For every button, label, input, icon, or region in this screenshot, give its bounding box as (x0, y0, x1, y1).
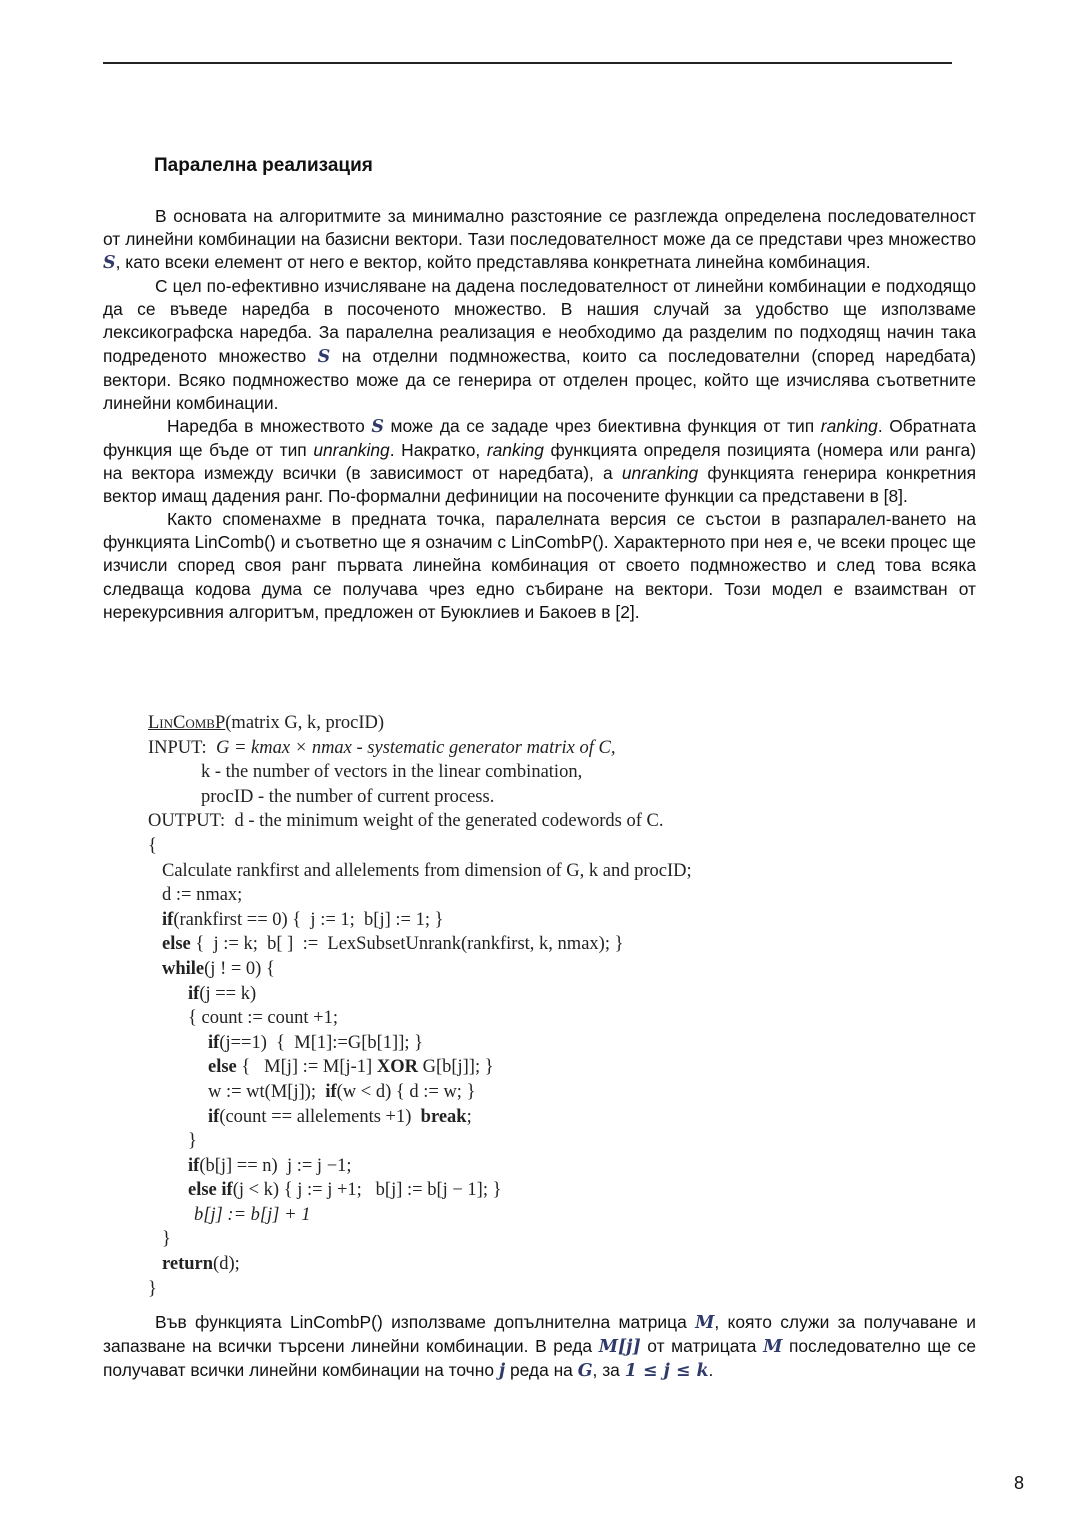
text: от матрицата (640, 1336, 764, 1357)
keyword: break (420, 1106, 467, 1127)
keyword: if (325, 1081, 337, 1102)
keyword: XOR (376, 1057, 418, 1078)
algo-input-2: k - the number of vectors in the linear combination, (201, 762, 583, 783)
code: (count == allelements +1) (219, 1106, 421, 1127)
paragraph-5 (103, 1311, 976, 1383)
text: последователно ще се получават всички линейни комбинации на точно (103, 1336, 976, 1381)
text: , която служи за получаване и запазване на всички търсени линейни комбинации. В реда (103, 1312, 976, 1357)
text: реда на (505, 1360, 578, 1381)
output-text: d - the minimum weight of the generated codewords of C. (234, 811, 664, 832)
text: . Обратната функция ще бъде от тип (103, 415, 976, 460)
keyword: if (188, 1155, 200, 1176)
paragraph-2 (103, 275, 976, 415)
algo-line (148, 1055, 848, 1080)
math-set-s: S (103, 253, 116, 274)
term-unranking: unranking (313, 439, 390, 460)
algo-name: LinCombP (148, 713, 226, 733)
input-line: G = kmax × nmax - systematic generator matrix of C, (215, 737, 616, 758)
keyword: while (162, 958, 205, 979)
math-set-s: S (371, 416, 384, 437)
keyword: if (221, 1180, 233, 1201)
code: (b[j] == n) j := j −1; (199, 1155, 352, 1176)
math-m: M (763, 1337, 783, 1358)
algo-line (148, 1105, 848, 1130)
keyword: if (188, 983, 200, 1004)
text: на отделни подмножества, които са последователни (според наредбата) вектори. Всяко подмножество може да се генерира от отделен процес, който ще изчислява съответните линейни комбинации. (103, 345, 976, 413)
input-label: INPUT: (148, 737, 207, 758)
section-heading: Паралелна реализация (154, 155, 373, 176)
text: В основата на алгоритмите за минимално разстояние се разглежда определена последователност от линейни комбинации на базисни вектори. Тази последователност може да се представи чрез множество (103, 206, 976, 250)
text: , като всеки елемент от него е вектор, който представлява конкретната линейна комбинация. (115, 252, 871, 273)
code: { M[j] := M[j-1] (236, 1057, 377, 1078)
code: (j == k) (199, 983, 257, 1004)
text: Във функцията LinCombP() използваме допълнителна матрица (155, 1312, 696, 1332)
algo-line (148, 982, 848, 1007)
algo-input-3: procID - the number of current process. (201, 786, 495, 807)
text: функцията генерира конкретния вектор имащ дадения ранг. По-формални дефиниции на посочените функции са представени в [8]. (103, 463, 976, 507)
algo-line (148, 1154, 848, 1179)
algo-line: } (188, 1131, 197, 1152)
body-text-upper (103, 205, 976, 624)
algo-output (148, 809, 848, 834)
math-mj: M[j] (598, 1337, 641, 1358)
algo-line (148, 1031, 848, 1056)
keyword: if (208, 1106, 220, 1127)
code: (rankfirst == 0) { j := 1; b[j] := 1; } (173, 909, 444, 930)
algo-line (148, 932, 848, 957)
term-unranking: unranking (621, 463, 699, 484)
text: . (708, 1360, 714, 1381)
code: (d); (213, 1254, 240, 1275)
output-label: OUTPUT: (148, 811, 226, 832)
header-rule (103, 62, 952, 64)
code: { j := k; b[ ] := LexSubsetUnrank(rankfirst, k, nmax); } (190, 934, 624, 955)
paragraph-4: Както споменахме в предната точка, паралелната версия се състои в разпаралел-ването на функцията LinComb() и съответно ще я означим с LinCombP(). Характерното при нея е, че всеки процес ще изчисли според своя ранг първата линейна комбинация от своето подмножество и след това всяка следваща кодова дума се получава чрез едно събиране на вектори. Този модел е взаимстван от нерекурсивния алгоритъм, предложен от Буюклиев и Бакоев в [2]. (103, 509, 976, 622)
text: може да се зададе чрез биективна функция от тип (383, 415, 821, 436)
keyword: else (162, 934, 191, 955)
page-number: 8 (1014, 1473, 1025, 1493)
body-text-lower (103, 1311, 976, 1383)
algo-brace: { (148, 835, 157, 856)
keyword: else (208, 1057, 237, 1078)
math-range: 1 ≤ j ≤ k (624, 1361, 709, 1382)
code: (w < d) { d := w; } (336, 1081, 476, 1102)
code: (j ! = 0) { (204, 958, 275, 979)
text: Наредба в множеството (167, 415, 372, 436)
keyword: return (162, 1254, 214, 1275)
math-j: j (498, 1361, 506, 1382)
code: ; (466, 1106, 472, 1127)
code: (j==1) { M[1]:=G[b[1]]; } (219, 1032, 424, 1053)
algo-line (148, 1178, 848, 1203)
code: G[b[j]]; } (417, 1057, 494, 1078)
algo-line (148, 957, 848, 982)
code: w := wt(M[j]); (208, 1081, 326, 1102)
algo-line (148, 1252, 848, 1277)
algo-signature (148, 711, 848, 736)
algo-line: Calculate rankfirst and allelements from dimension of G, k and procID; (162, 860, 692, 881)
keyword: if (162, 909, 174, 930)
text: С цел по-ефективно изчисляване на дадена последователност от линейни комбинации е подходящо да се въведе наредба в посоченото множество. В нашия случай за удобство ще използваме лексикографска наредба. За паралелна реализация е необходимо да разделим по подходящ начин така подреденото множество (103, 276, 976, 366)
text: функцията определя позицията (номера или ранга) на вектора измежду всички (в зависимост от наредбата), а (103, 439, 976, 484)
math-g: G (577, 1361, 593, 1382)
text: . Накратко, (389, 439, 487, 460)
term-ranking: ranking (486, 439, 544, 460)
keyword: else (188, 1180, 217, 1201)
code: (j < k) { j := j +1; b[j] := b[j − 1]; } (232, 1180, 502, 1201)
algo-line: } (162, 1229, 171, 1250)
math-set-s: S (317, 346, 331, 367)
algo-line (148, 1080, 848, 1105)
algo-params: (matrix G, k, procID) (225, 713, 385, 733)
algo-line (148, 908, 848, 933)
algo-input (148, 736, 848, 761)
text: , за (592, 1360, 625, 1381)
paragraph-1 (103, 205, 976, 275)
math-m: M (695, 1313, 715, 1333)
algo-line: b[j] := b[j] + 1 (194, 1204, 311, 1225)
algorithm-listing (148, 711, 848, 1301)
keyword: if (208, 1032, 220, 1053)
paragraph-3 (103, 415, 976, 508)
algo-line: { count := count +1; (188, 1008, 338, 1029)
algo-brace: } (148, 1278, 157, 1299)
term-ranking: ranking (820, 415, 878, 436)
algo-line: d := nmax; (162, 885, 243, 906)
